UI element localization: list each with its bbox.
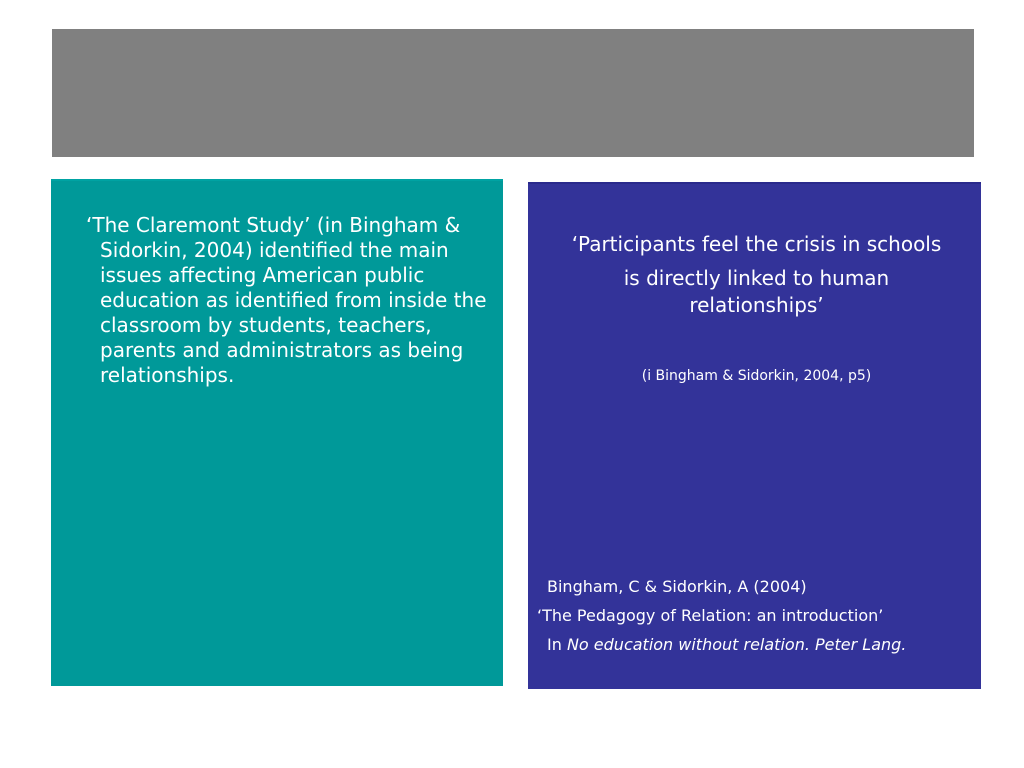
- reference-book-title: No education without relation. Peter Lang.: [566, 635, 907, 654]
- reference-book-line: [537, 630, 977, 659]
- reference-in-prefix: In: [547, 635, 567, 654]
- title-bar: [52, 29, 974, 157]
- left-content-panel: [51, 179, 503, 686]
- reference-block: [537, 572, 977, 659]
- quote-line-3: relationships’: [689, 293, 824, 317]
- quote-citation: (i Bingham & Sidorkin, 2004, p5): [641, 368, 872, 384]
- right-content-panel: [528, 182, 981, 689]
- quote-block: [538, 227, 975, 317]
- claremont-study-text: ‘The Claremont Study’ (in Bingham & Sidorkin, 2004) identified the main issues affecting American public education as identified from inside the classroom by students, teachers, parents and administrators as being relationships.: [86, 213, 487, 387]
- quote-line-1: ‘Participants feel the crisis in schools: [571, 232, 942, 256]
- reference-authors: Bingham, C & Sidorkin, A (2004): [547, 577, 807, 596]
- reference-chapter: ‘The Pedagogy of Relation: an introduction’: [537, 606, 884, 625]
- quote-line-2: is directly linked to human: [623, 266, 890, 290]
